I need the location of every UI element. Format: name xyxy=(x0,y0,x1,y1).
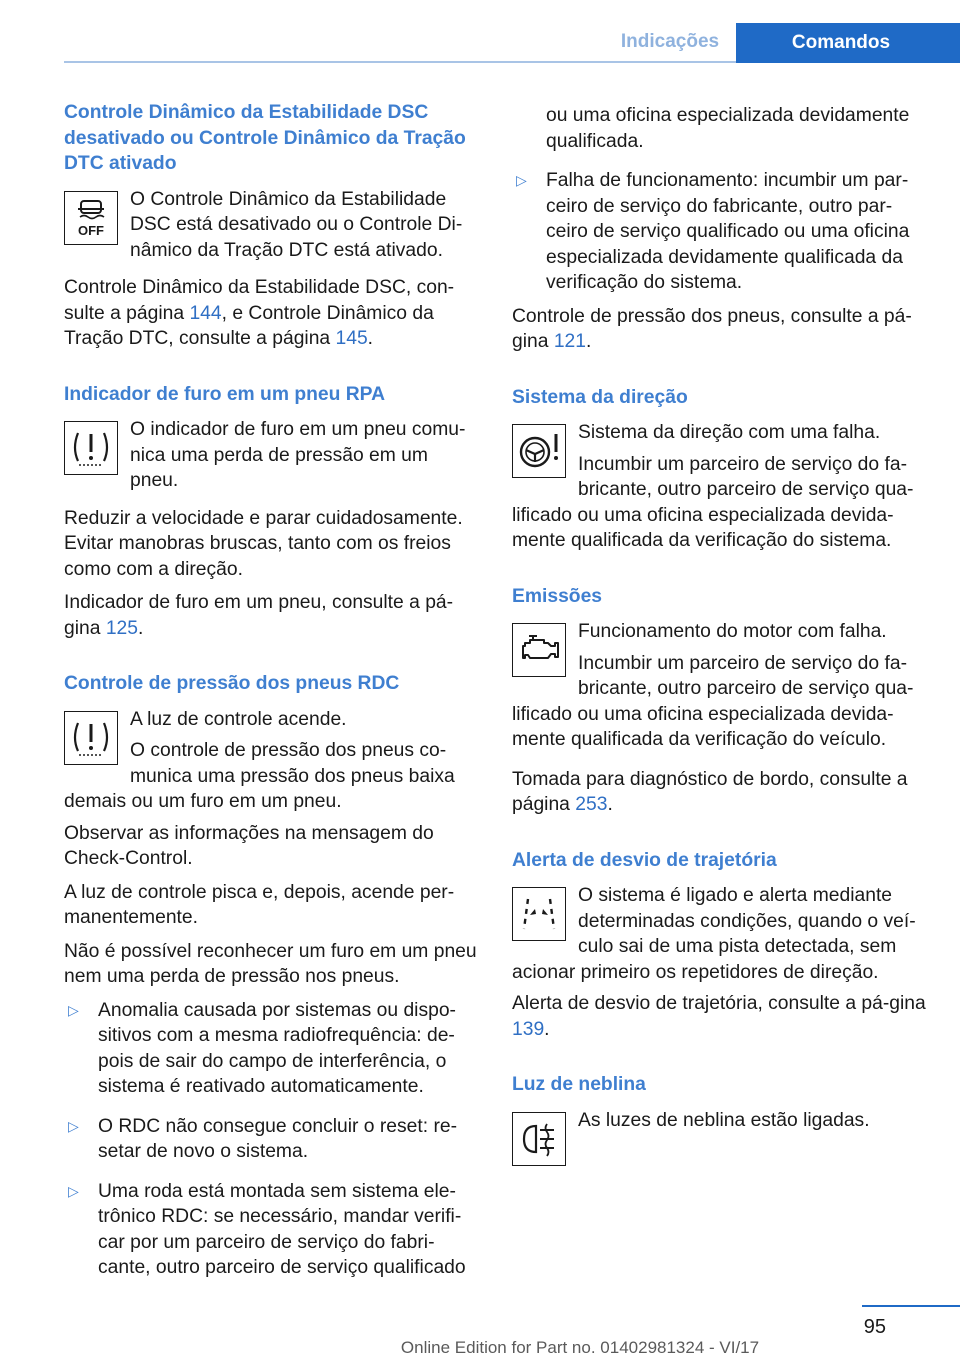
section-title: Controle de pressão dos pneus RDC xyxy=(64,673,400,694)
rpa-advice: Reduzir a velocidade e parar cuidadosamente. Evitar manobras bruscas, tanto com os freios como com a direção. xyxy=(64,507,463,580)
section-title: Controle Dinâmico da Estabilidade DSC desativado ou Controle Dinâmico da Tração DTC ativado xyxy=(64,102,466,174)
section-rdc xyxy=(64,671,479,1281)
section-title: Sistema da direção xyxy=(512,386,688,408)
dsc-ref: Controle Dinâmico da Estabilidade DSC, con-sulte a página 144, e Controle Dinâmico da Tração DTC, consulte a página 145. xyxy=(64,277,455,349)
triangle-bullet-icon: ▷ xyxy=(516,172,527,188)
tire-warning-icon xyxy=(64,421,118,475)
check-engine-icon xyxy=(512,623,566,677)
svg-text:OFF: OFF xyxy=(78,222,104,238)
rdc-p1: Observar as informações na mensagem do Check-Control. xyxy=(64,822,434,869)
lane-desc: O sistema é ligado e alerta mediante determinadas condições, quando o veí-culo sai de uma pista detectada, sem acionar primeiro os repetidores de direção. xyxy=(512,885,916,983)
section-rpa xyxy=(64,382,479,642)
rpa-ref: Indicador de furo em um pneu, consulte a pá-gina 125. xyxy=(64,592,454,639)
lane-ref: Alerta de desvio de trajetória, consulte a pá-gina 139. xyxy=(512,993,926,1040)
steering-desc-2: Incumbir um parceiro de serviço do fa-bricante, outro parceiro de serviço qua-lificado ou uma oficina especializada devida-mente qualificada da verificação do sistema. xyxy=(512,453,914,551)
icon-block xyxy=(64,707,479,815)
icon-block xyxy=(512,883,930,985)
fog-light-icon xyxy=(512,1112,566,1166)
page-number: 95 xyxy=(863,1316,886,1338)
section-title: Indicador de furo em um pneu RPA xyxy=(64,383,386,405)
footer-rule xyxy=(862,1305,960,1307)
rdc-bullet-list xyxy=(64,998,479,1281)
steering-warning-icon xyxy=(512,424,566,478)
icon-block xyxy=(512,619,930,753)
rdc-continued: ou uma oficina especializada devidamente qualificada. xyxy=(546,105,910,152)
icon-block xyxy=(64,417,479,500)
section-emissions xyxy=(512,584,930,818)
page-link-253[interactable]: 253 xyxy=(575,794,608,815)
section-title: Emissões xyxy=(512,585,603,607)
triangle-bullet-icon: ▷ xyxy=(68,1117,79,1134)
page-link-125[interactable]: 125 xyxy=(105,617,138,639)
triangle-bullet-icon: ▷ xyxy=(68,1182,79,1199)
icon-block xyxy=(64,187,479,270)
rdc-p3: Não é possível reconhecer um furo em um pneu nem uma perda de pressão nos pneus. xyxy=(64,940,477,987)
rdc-p2: A luz de controle pisca e, depois, acende per-manentemente. xyxy=(64,881,455,928)
right-column xyxy=(512,103,930,1200)
list-item: ▷ Falha de funcionamento: incumbir um par-ceiro de serviço do fabricante, outro par-ceiro de serviço qualificado ou uma oficina especializada devidamente qualificada da verificação do sistema. xyxy=(516,170,910,293)
tab-comandos[interactable]: Comandos xyxy=(736,23,960,63)
section-dsc-off xyxy=(64,100,479,352)
dsc-off-desc: O Controle Dinâmico da Estabilidade DSC está desativado ou o Controle Di-nâmico da Tração DTC está ativado. xyxy=(130,188,463,261)
fog-desc: As luzes de neblina estão ligadas. xyxy=(578,1109,870,1131)
list-item: ▷ Anomalia causada por sistemas ou dispo-sitivos com a mesma radiofrequência: de-pois de sair do campo de interferência, o sistema é reativado automaticamente. xyxy=(68,999,456,1097)
lane-departure-icon xyxy=(512,887,566,941)
left-column xyxy=(64,100,479,1295)
rdc-bullet-list-cont xyxy=(512,168,930,296)
icon-block xyxy=(512,1108,930,1170)
page-link-145[interactable]: 145 xyxy=(335,328,368,349)
section-lane-departure xyxy=(512,848,930,1043)
list-item: ▷ O RDC não consegue concluir o reset: re-setar de novo o sistema. xyxy=(68,1115,458,1162)
emissions-desc-1: Funcionamento do motor com falha. xyxy=(578,621,887,642)
list-item: ▷ Uma roda está montada sem sistema ele-trônico RDC: se necessário, mandar verifi-car por um parceiro de serviço do fabri-cante, outro parceiro de serviço qualificado xyxy=(68,1180,466,1278)
rdc-desc-1: A luz de controle acende. xyxy=(130,708,347,730)
tire-warning-icon xyxy=(64,711,118,765)
steering-desc-1: Sistema da direção com uma falha. xyxy=(578,422,881,443)
dsc-off-icon xyxy=(64,191,118,245)
rdc-ref: Controle de pressão dos pneus, consulte a pá-gina 121. xyxy=(512,305,912,352)
tab-indicacoes[interactable]: Indicações xyxy=(604,23,736,61)
section-steering xyxy=(512,385,930,554)
page-link-121[interactable]: 121 xyxy=(553,331,586,352)
section-title: Alerta de desvio de trajetória xyxy=(512,849,777,871)
rpa-desc: O indicador de furo em um pneu comu-nica uma perda de pressão em um pneu. xyxy=(130,419,466,491)
edition-footer: Online Edition for Part no. 01402981324 - VI/17 xyxy=(400,1338,760,1357)
page-link-144[interactable]: 144 xyxy=(189,302,222,324)
section-fog-light xyxy=(512,1072,930,1170)
emissions-desc-2: Incumbir um parceiro de serviço do fa-bricante, outro parceiro de serviço qua-lificado ou uma oficina especializada devida-mente qualificada da verificação do veículo. xyxy=(512,652,914,750)
emissions-ref: Tomada para diagnóstico de bordo, consulte a página 253. xyxy=(512,768,908,815)
rdc-desc-2: O controle de pressão dos pneus co-munica uma pressão dos pneus baixa demais ou um furo em um pneu. xyxy=(64,740,455,812)
section-title: Luz de neblina xyxy=(512,1074,646,1095)
icon-block xyxy=(512,420,930,554)
triangle-bullet-icon: ▷ xyxy=(68,1001,79,1018)
page-link-139[interactable]: 139 xyxy=(512,1018,545,1040)
